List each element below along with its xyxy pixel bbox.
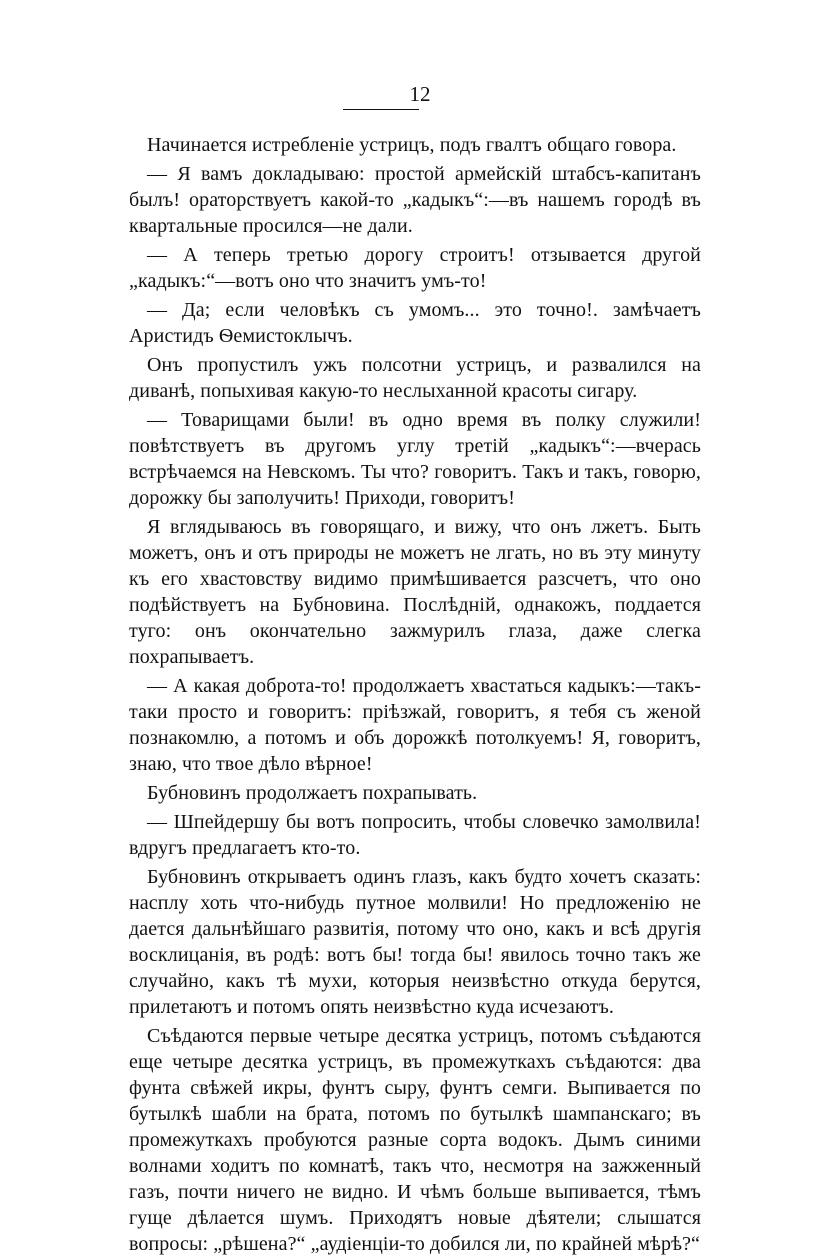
paragraph-4: — Да; если человѣкъ съ умомъ... это точно!. замѣчаетъ Аристидъ Ѳемистоклычъ. bbox=[129, 299, 701, 347]
page-number: 12 bbox=[409, 82, 431, 106]
paragraph-3: — А теперь третью дорогу строитъ! отзывается другой „кадыкъ:“—вотъ оно что значитъ умъ-то! bbox=[129, 244, 701, 292]
paragraph-2: — Я вамъ докладываю: простой армейскій штабсъ-капитанъ былъ! ораторствуетъ какой-то „кадыкъ“:—въ нашемъ городѣ въ квартальные просился—не дали. bbox=[129, 163, 701, 237]
paragraph-9: Бубновинъ продолжаетъ похрапывать. bbox=[147, 782, 478, 804]
paragraph-1: Начинается истребленіе устрицъ, подъ гвалтъ общаго говора. bbox=[147, 134, 677, 156]
paragraph-10: — Шпейдершу бы вотъ попросить, чтобы словечко замолвила! вдругъ предлагаетъ кто-то. bbox=[129, 811, 701, 859]
paragraph-8: — А какая доброта-то! продолжаетъ хвастаться кадыкъ:—такъ-таки просто и говоритъ: пріѣзжай, говоритъ, я тебя съ женой познакомлю, а потомъ и объ дорожкѣ потолкуемъ! Я, говоритъ, знаю, что твое дѣло вѣрное! bbox=[129, 675, 701, 775]
paragraph-5: Онъ пропустилъ ужъ полсотни устрицъ, и развалился на диванѣ, попыхивая какую-то неслыханной красоты сигару. bbox=[129, 354, 701, 402]
paragraph-7: Я вглядываюсь въ говорящаго, и вижу, что онъ лжетъ. Быть можетъ, онъ и отъ природы не можетъ не лгать, но въ эту минуту къ его хвастовству видимо примѣшивается разсчетъ, что оно подѣйствуетъ на Бубновина. Послѣдній, однакожъ, поддается туго: онъ окончательно зажмурилъ глаза, даже слегка похрапываетъ. bbox=[129, 516, 701, 668]
paragraph-11: Бубновинъ открываетъ одинъ глазъ, какъ будто хочетъ сказать: насплу хоть что-нибудь путное молвили! Но предложенію не дается дальнѣйшаго развитія, потому что оно, какъ и всѣ другія восклицанія, въ родѣ: вотъ бы! тогда бы! явилось точно такъ же случайно, какъ тѣ мухи, которыя неизвѣстно откуда берутся, прилетаютъ и потомъ опять неизвѣстно куда исчезаютъ. bbox=[129, 866, 701, 1018]
paragraph-6: — Товарищами были! въ одно время въ полку служили! повѣтствуетъ въ другомъ углу третій „кадыкъ“:—вчерась встрѣчаемся на Невскомъ. Ты что? говоритъ. Такъ и такъ, говорю, дорожку бы заполучить! Приходи, говоритъ! bbox=[129, 409, 701, 509]
paragraph-12: Съѣдаются первые четыре десятка устрицъ, потомъ съѣдаются еще четыре десятка устрицъ, въ промежуткахъ съѣдаются: два фунта свѣжей икры, фунтъ сыру, фунтъ семги. Выпивается по бутылкѣ шабли на брата, потомъ по бутылкѣ шампанскаго; въ промежуткахъ пробуются разные сорта водокъ. Дымъ синими волнами ходитъ по комнатѣ, такъ что, несмотря на зажженный газъ, почти ничего не видно. И чѣмъ больше выпивается, тѣмъ гуще дѣлается шумъ. Приходятъ новые дѣятели; слышатся вопросы: „рѣшена?“ „аудіенціи-то добился ли, по крайней мѣрѣ?“ bbox=[129, 1025, 701, 1255]
header-rule bbox=[343, 109, 419, 110]
body-text bbox=[129, 132, 701, 1260]
